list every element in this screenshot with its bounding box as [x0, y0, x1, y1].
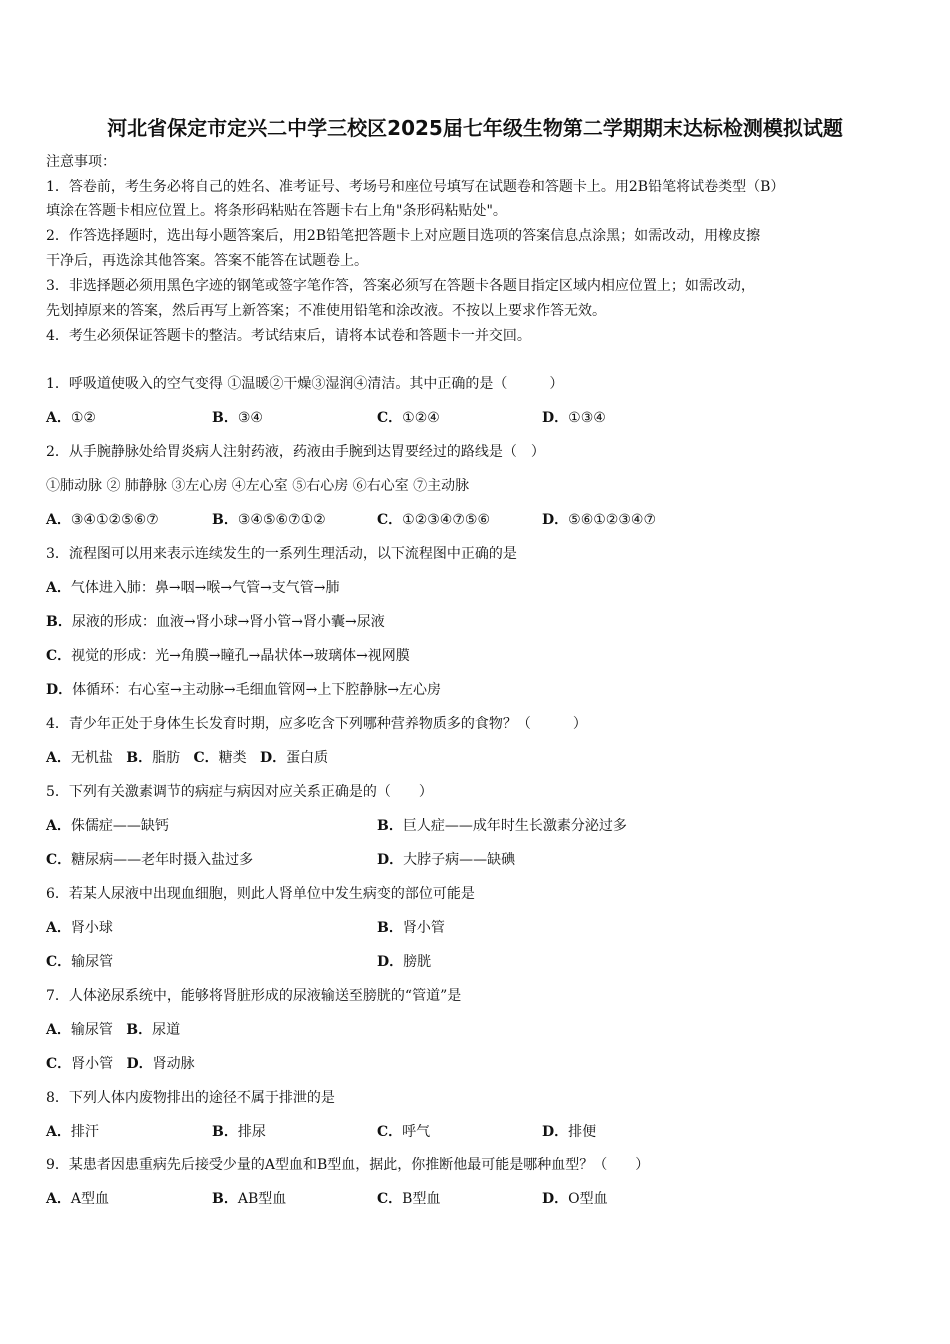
- q8-option-c: C．呼气: [377, 1124, 431, 1140]
- q9-option-b: B．AB型血: [212, 1191, 287, 1207]
- q8-option-d: D．排便: [542, 1124, 597, 1140]
- q6-option-d: D．膀胱: [377, 954, 432, 970]
- notice-line: 干净后，再选涂其他答案。答案不能答在试题卷上。: [46, 253, 368, 269]
- q6-option-a: A．肾小球: [46, 920, 113, 936]
- notice-line: 先划掉原来的答案，然后再写上新答案；不准使用铅笔和涂改液。不按以上要求作答无效。: [46, 303, 606, 319]
- question-9-stem: 9．某患者因患重病先后接受少量的A型血和B型血，据此，你推断他最可能是哪种血型？（ ）: [46, 1157, 650, 1173]
- q3-option-d: D．体循环：右心室→主动脉→毛细血管网→上下腔静脉→左心房: [46, 682, 442, 698]
- q5-option-c: C．糖尿病——老年时摄入盐过多: [46, 852, 254, 868]
- q8-option-b: B．排尿: [212, 1124, 266, 1140]
- q7-options-ab: A．输尿管 B．尿道: [46, 1022, 181, 1038]
- page-title: 河北省保定市定兴二中学三校区2025届七年级生物第二学期期末达标检测模拟试题: [107, 116, 843, 140]
- q1-option-a: A．①②: [46, 410, 96, 426]
- notice-heading: 注意事项：: [46, 154, 116, 170]
- q9-option-a: A．A型血: [46, 1191, 109, 1207]
- q9-option-d: D．O型血: [542, 1191, 608, 1207]
- q7-options-cd: C．肾小管 D．肾动脉: [46, 1056, 195, 1072]
- q5-option-d: D．大脖子病——缺碘: [377, 852, 516, 868]
- q2-option-b: B．③④⑤⑥⑦①②: [212, 512, 326, 528]
- notice-line: 4．考生必须保证答题卡的整洁。考试结束后，请将本试卷和答题卡一并交回。: [46, 328, 531, 344]
- q2-option-d: D．⑤⑥①②③④⑦: [542, 512, 656, 528]
- question-8-stem: 8．下列人体内废物排出的途径不属于排泄的是: [46, 1090, 335, 1106]
- q3-option-c: C．视觉的形成：光→角膜→瞳孔→晶状体→玻璃体→视网膜: [46, 648, 410, 664]
- question-5-stem: 5．下列有关激素调节的病症与病因对应关系正确是的（ ）: [46, 784, 433, 800]
- notice-line: 1．答卷前，考生务必将自己的姓名、准考证号、考场号和座位号填写在试题卷和答题卡上。用2B铅笔将试卷类型（B）: [46, 179, 785, 195]
- q6-option-c: C．输尿管: [46, 954, 114, 970]
- notice-line: 3．非选择题必须用黑色字迹的钢笔或签字笔作答，答案必须写在答题卡各题目指定区域内相应位置上；如需改动，: [46, 278, 755, 294]
- q1-option-c: C．①②④: [377, 410, 440, 426]
- q3-option-a: A．气体进入肺：鼻→咽→喉→气管→支气管→肺: [46, 580, 340, 596]
- notice-line: 2．作答选择题时，选出每小题答案后，用2B铅笔把答题卡上对应题目选项的答案信息点涂黑；如需改动，用橡皮擦: [46, 228, 761, 244]
- question-3-stem: 3．流程图可以用来表示连续发生的一系列生理活动，以下流程图中正确的是: [46, 546, 517, 562]
- q1-option-d: D．①③④: [542, 410, 606, 426]
- q5-option-b: B．巨人症——成年时生长激素分泌过多: [377, 818, 627, 834]
- q5-option-a: A．侏儒症——缺钙: [46, 818, 169, 834]
- q4-options: A．无机盐 B．脂肪 C．糖类 D．蛋白质: [46, 750, 329, 766]
- question-6-stem: 6．若某人尿液中出现血细胞，则此人肾单位中发生病变的部位可能是: [46, 886, 475, 902]
- q6-option-b: B．肾小管: [377, 920, 445, 936]
- notice-line: 填涂在答题卡相应位置上。将条形码粘贴在答题卡右上角"条形码粘贴处"。: [46, 203, 507, 219]
- question-7-stem: 7．人体泌尿系统中，能够将肾脏形成的尿液输送至膀胱的“管道”是: [46, 988, 462, 1004]
- q9-option-c: C．B型血: [377, 1191, 441, 1207]
- q1-option-b: B．③④: [212, 410, 263, 426]
- q8-option-a: A．排汗: [46, 1124, 99, 1140]
- question-2-stem: 2．从手腕静脉处给胃炎病人注射药液，药液由手腕到达胃要经过的路线是（ ）: [46, 444, 545, 460]
- question-1-stem: 1．呼吸道使吸入的空气变得 ①温暖②干燥③湿润④清洁。其中正确的是（ ）: [46, 376, 564, 392]
- question-4-stem: 4．青少年正处于身体生长发育时期，应多吃含下列哪种营养物质多的食物？（ ）: [46, 716, 587, 732]
- q3-option-b: B．尿液的形成：血液→肾小球→肾小管→肾小囊→尿液: [46, 614, 385, 630]
- q2-option-a: A．③④①②⑤⑥⑦: [46, 512, 159, 528]
- question-2-extra: ①肺动脉 ② 肺静脉 ③左心房 ④左心室 ⑤右心房 ⑥右心室 ⑦主动脉: [46, 478, 470, 494]
- q2-option-c: C．①②③④⑦⑤⑥: [377, 512, 491, 528]
